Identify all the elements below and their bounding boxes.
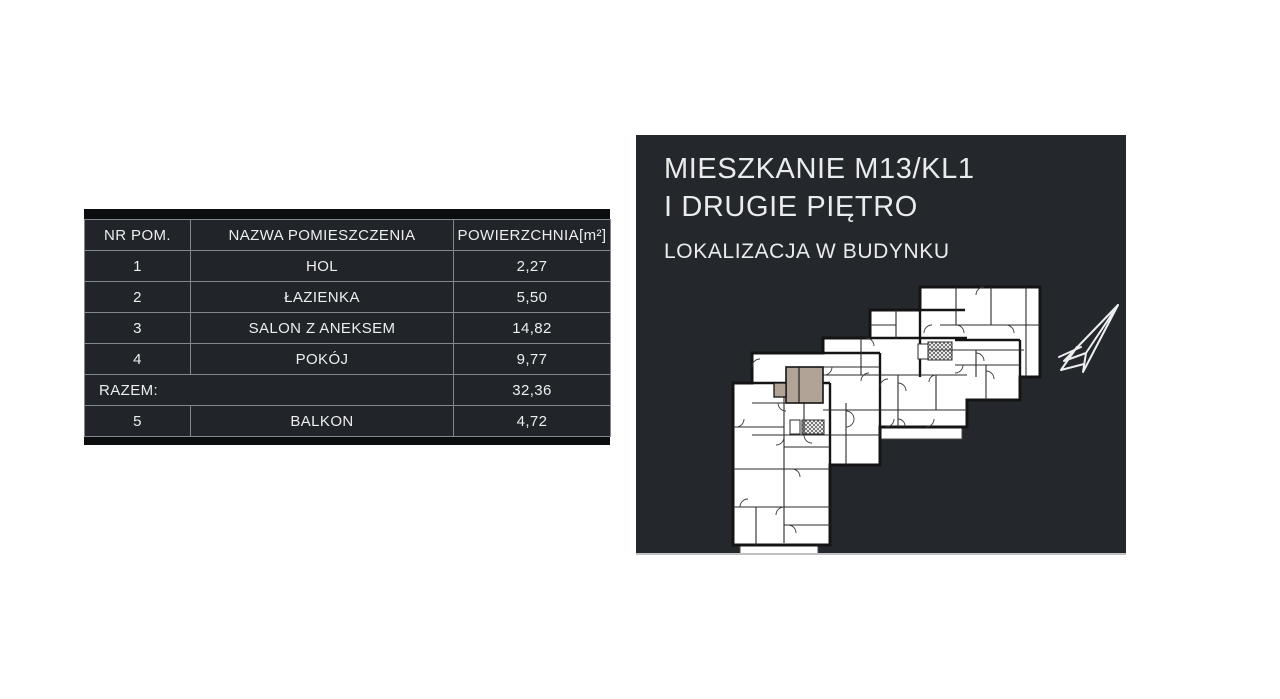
- room-number: 3: [85, 313, 191, 344]
- room-name: ŁAZIENKA: [191, 282, 454, 313]
- building-outline: [733, 287, 1040, 545]
- col-header-room-name: NAZWA POMIESZCZENIA: [191, 220, 454, 251]
- total-area: 32,36: [454, 375, 611, 406]
- room-name: SALON Z ANEKSEM: [191, 313, 454, 344]
- highlighted-unit-annex: [774, 383, 786, 397]
- location-panel: [636, 135, 1126, 553]
- total-label: RAZEM:: [85, 375, 454, 406]
- room-area: 4,72: [454, 406, 611, 437]
- room-number: 2: [85, 282, 191, 313]
- table-row-balcony: [85, 406, 611, 437]
- room-area: 5,50: [454, 282, 611, 313]
- table-row: [85, 313, 611, 344]
- room-area-table: [84, 209, 610, 445]
- north-arrow-icon: [1059, 305, 1118, 372]
- room-name: HOL: [191, 251, 454, 282]
- col-header-room-number: NR POM.: [85, 220, 191, 251]
- highlighted-unit-main: [786, 367, 823, 403]
- location-subtitle: LOKALIZACJA W BUDYNKU: [664, 240, 950, 264]
- room-number: 5: [85, 406, 191, 437]
- room-number: 4: [85, 344, 191, 375]
- floor-title: I DRUGIE PIĘTRO: [664, 190, 918, 223]
- room-name: POKÓJ: [191, 344, 454, 375]
- table-header-row: [85, 220, 611, 251]
- room-name: BALKON: [191, 406, 454, 437]
- table-row: [85, 282, 611, 313]
- room-number: 1: [85, 251, 191, 282]
- apartment-title: MIESZKANIE M13/KL1: [664, 153, 975, 185]
- room-area: 14,82: [454, 313, 611, 344]
- room-area: 2,27: [454, 251, 611, 282]
- table-row: [85, 344, 611, 375]
- table-row: [85, 251, 611, 282]
- room-area: 9,77: [454, 344, 611, 375]
- col-header-room-area: POWIERZCHNIA[m²]: [454, 220, 611, 251]
- total-row: [85, 375, 611, 406]
- panel-header: [664, 151, 975, 264]
